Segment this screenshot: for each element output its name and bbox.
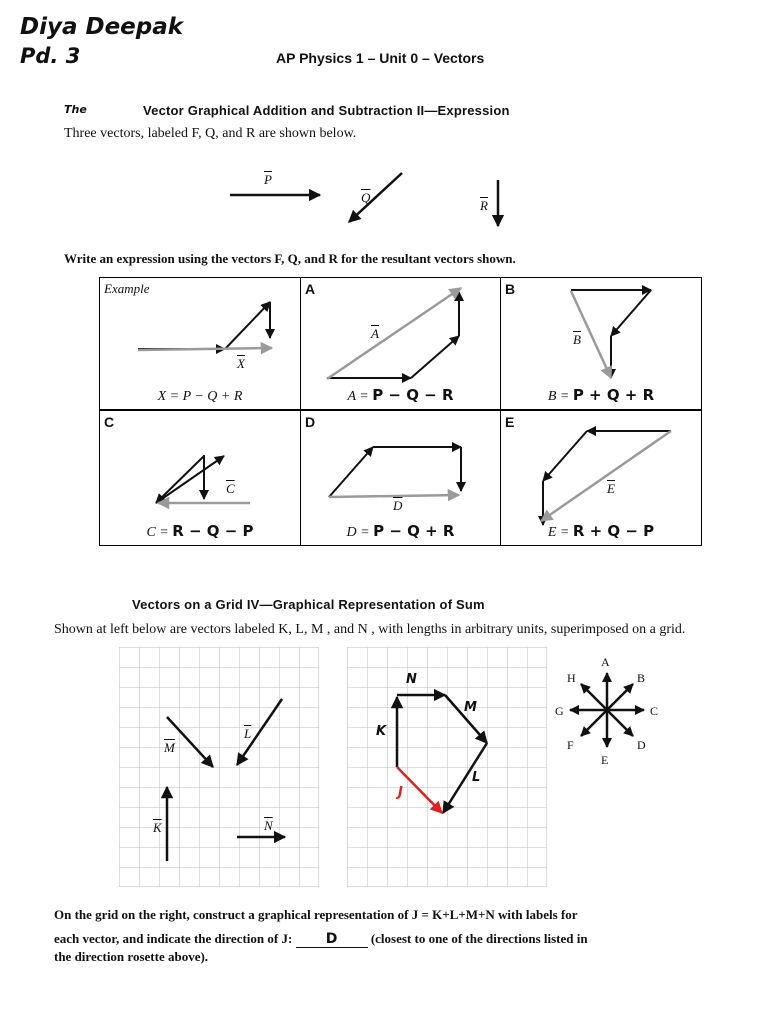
cell-b-label: B <box>505 281 516 297</box>
cell-e-vector-label: $\overline{E}$ <box>607 481 615 496</box>
right-l-label: L <box>472 770 481 785</box>
left-n-label: $\overline{N}$ <box>264 818 273 833</box>
cell-example-expression: X = P − Q + R <box>157 389 243 404</box>
left-m-label: $\overline{M}$ <box>164 740 175 755</box>
direction-answer: D <box>325 931 338 947</box>
rosette-g: G <box>555 704 564 718</box>
cell-c-expression: C = R − Q − P <box>146 522 254 540</box>
cell-example-vector-label: $\overline{X}$ <box>237 356 245 371</box>
cell-e-expression: E = R + Q − P <box>547 522 655 540</box>
cell-b <box>500 277 702 410</box>
vector-r-label: $\overline{R}$ <box>480 198 488 213</box>
student-name: Diya Deepak <box>20 14 184 40</box>
rosette-f: F <box>567 738 574 752</box>
cell-c <box>99 410 301 546</box>
vector-p-label: $\overline{P}$ <box>264 172 272 187</box>
rosette-e: E <box>601 753 609 767</box>
right-grid <box>347 647 547 887</box>
vector-q-arrow <box>349 173 402 222</box>
cell-e-label: E <box>505 414 515 430</box>
cell-a <box>300 277 501 410</box>
cell-example-label: Example <box>104 281 150 296</box>
rosette-h: H <box>567 671 576 685</box>
question-line-1: On the grid on the right, construct a graphical representation of J = K+L+M+N with labels for <box>54 907 578 922</box>
rosette-c: C <box>650 704 659 718</box>
cell-d-label: D <box>305 414 316 430</box>
cell-e <box>500 410 702 546</box>
question-line-3: the direction rosette above). <box>54 949 209 964</box>
class-period: Pd. 3 <box>20 44 81 68</box>
cell-a-label: A <box>305 281 316 297</box>
cell-example <box>99 277 301 410</box>
cell-c-vector-label: $\overline{C}$ <box>226 481 235 496</box>
cell-a-expression: A = P − Q − R <box>347 386 454 404</box>
cell-d-expression: D = P − Q + R <box>346 522 455 540</box>
cell-a-vector-label: $\overline{A}$ <box>371 326 379 341</box>
cell-b-expression: B = P + Q + R <box>547 386 655 404</box>
rosette-b: B <box>637 671 646 685</box>
left-k-label: $\overline{K}$ <box>153 820 162 835</box>
section2-intro: Shown at left below are vectors labeled K, L, M , and N , with lengths in arbitrary units, superimposed on a grid. <box>54 622 686 637</box>
section2-heading: Vectors on a Grid IV—Graphical Representation of Sum <box>132 597 485 612</box>
vector-q-label: $\overline{Q}$ <box>361 190 371 205</box>
right-k-label: K <box>376 724 387 739</box>
rosette-a: A <box>601 655 610 669</box>
direction-answer-blank[interactable] <box>296 931 368 948</box>
section1-intro: Three vectors, labeled F, Q, and R are shown below. <box>64 126 357 141</box>
page-title: AP Physics 1 – Unit 0 – Vectors <box>276 50 485 66</box>
left-grid <box>119 647 319 887</box>
section1-prefix: The <box>64 103 87 116</box>
cell-c-label: C <box>104 414 115 430</box>
rosette-d: D <box>637 738 646 752</box>
left-l-label: $\overline{L}$ <box>244 726 252 741</box>
cell-d <box>300 410 501 546</box>
cell-b-vector-label: $\overline{B}$ <box>573 332 581 347</box>
section1-heading: Vector Graphical Addition and Subtraction II—Expression <box>143 103 510 118</box>
right-j-label: J <box>398 785 403 800</box>
right-m-label: M <box>464 700 477 715</box>
section1-instruction: Write an expression using the vectors F, Q, and R for the resultant vectors shown. <box>64 251 516 266</box>
right-n-label: N <box>406 672 417 687</box>
question-line-2: each vector, and indicate the direction of J: D (closest to one of the directions listed in <box>54 931 588 947</box>
cell-d-vector-label: $\overline{D}$ <box>393 498 403 513</box>
given-vectors <box>0 168 768 228</box>
